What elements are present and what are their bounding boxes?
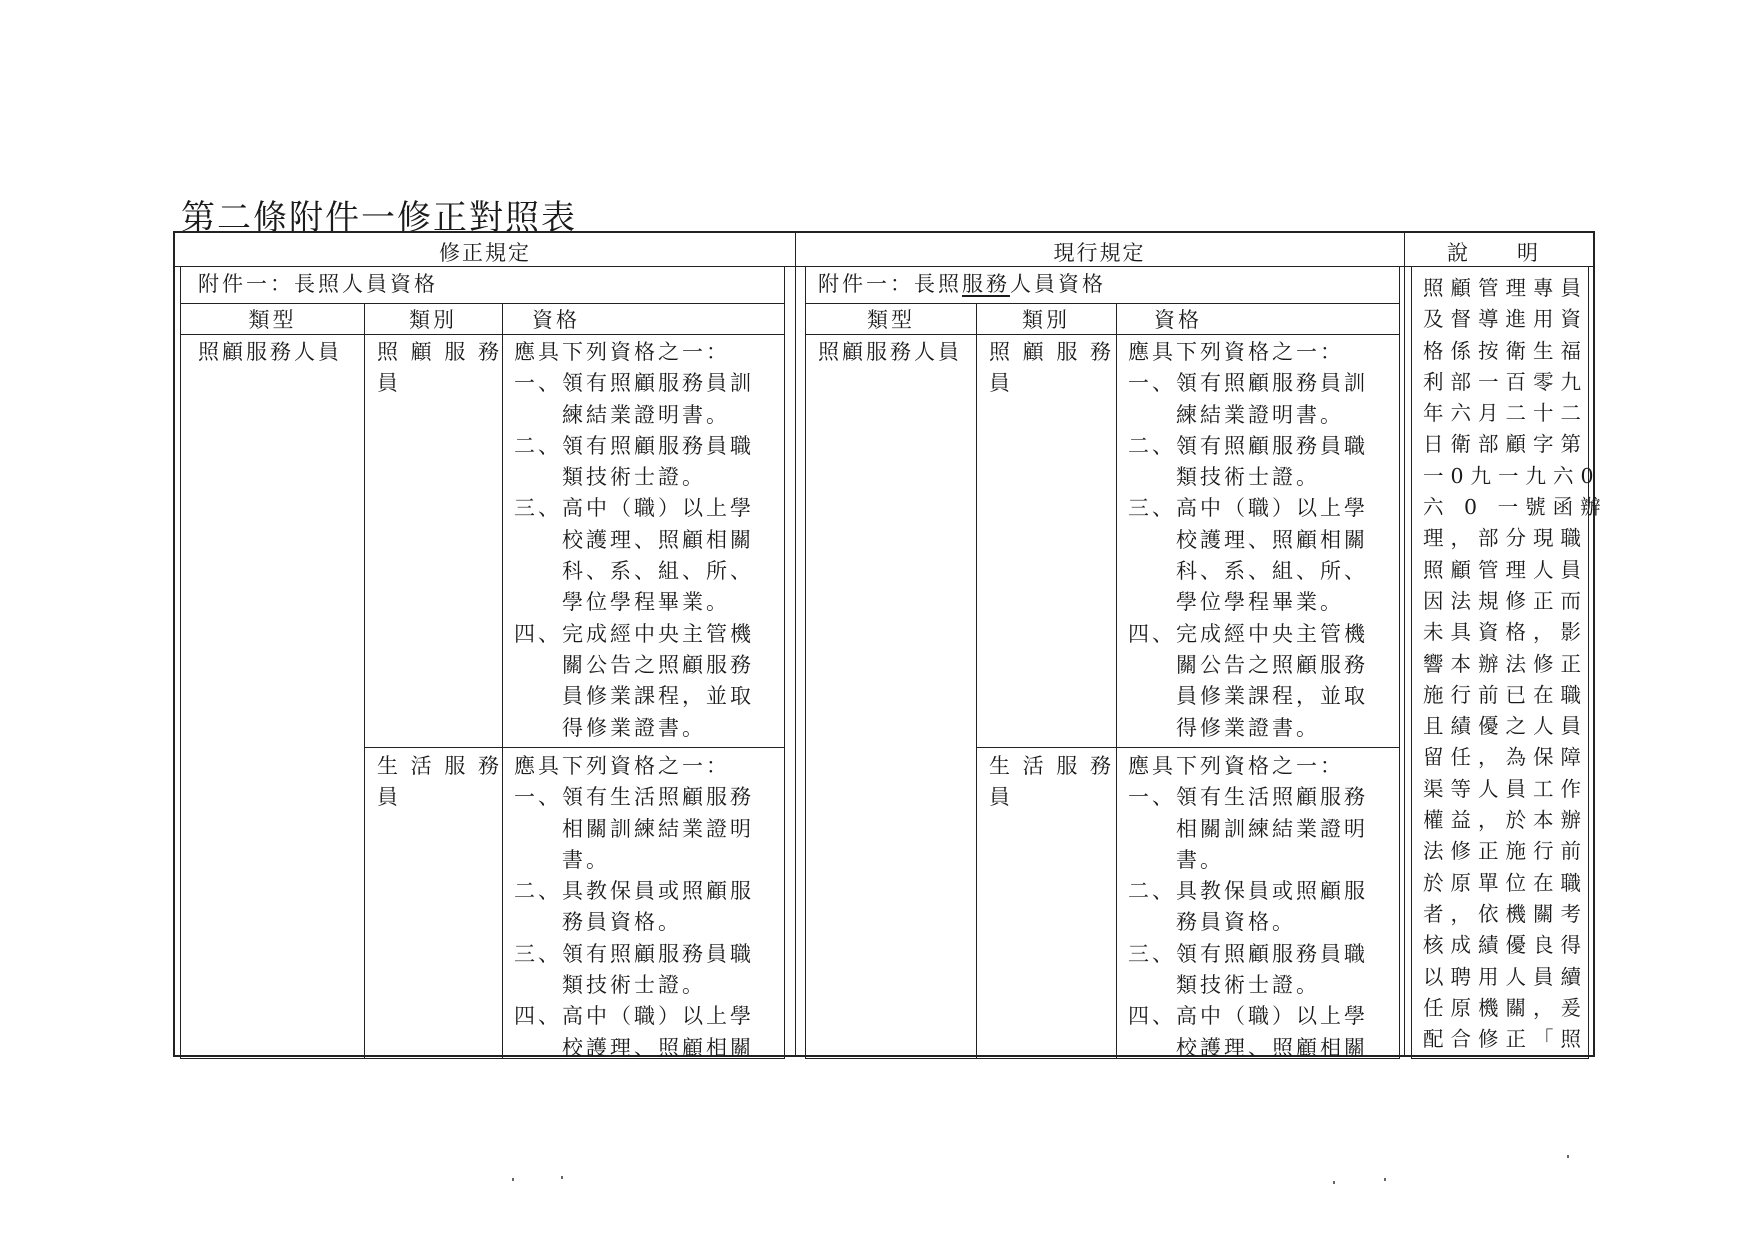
current-subtitle-underlined: 服務 bbox=[962, 272, 1010, 296]
scan-speck bbox=[1333, 1181, 1335, 1184]
amended-col-type: 類型 bbox=[248, 308, 297, 332]
current-col-category: 類別 bbox=[1022, 308, 1070, 332]
header-amended: 修正規定 bbox=[439, 241, 531, 265]
amended-category-2: 生 活 服 務 員 bbox=[377, 754, 503, 810]
current-category-2: 生 活 服 務 員 bbox=[989, 754, 1115, 810]
current-qualifications-1: 應具下列資格之一： 一、領有照顧服務員訓 練結業證明書。 二、領有照顧服務員職 類技術士證。 三、高中（職）以上學 校護理、照顧相關 科、系、組、所、 學位學程畢業。 四、完成經中央主管機 關公告之照顧服務 員修業課程，並取 得修業證書。 bbox=[1128, 340, 1368, 740]
comparison-table bbox=[173, 231, 1608, 1060]
current-subtitle: 附件一：長照服務人員資格 bbox=[818, 272, 1106, 296]
current-col-type: 類型 bbox=[867, 308, 915, 332]
amended-inner-table bbox=[180, 266, 785, 1059]
amended-type-value: 照顧服務人員 bbox=[198, 340, 342, 364]
divider-amended-current bbox=[795, 233, 796, 1055]
amended-subtitle: 附件一：長照人員資格 bbox=[198, 272, 438, 296]
note-text: 照顧管理專員 及督導進用資 格係按衛生福 利部一百零九 年六月二十二 日衛部顧字第 一0九一九六0 六 0 一號函辦 理，部分現職 照顧管理人員 因法規修正而 未具資格，影 響本辦法修正 施行前已在職 且績優之人員 留任，為保障 渠等人員工作 權益，於本辦 法修正施行前 於原單位在職 者，依機關考 核成績優良得 以聘用人員續 任原機關，爰 配合修正「照 bbox=[1423, 276, 1608, 1052]
header-current: 現行規定 bbox=[1053, 241, 1146, 265]
amended-qualifications-1: 應具下列資格之一： 一、領有照顧服務員訓 練結業證明書。 二、領有照顧服務員職 類技術士證。 三、高中（職）以上學 校護理、照顧相關 科、系、組、所、 學位學程畢業。 四、完成經中央主管機 關公告之照顧服務 員修業課程，並取 得修業證書。 bbox=[514, 340, 754, 740]
header-note: 說 明 bbox=[1447, 241, 1552, 265]
amended-qualifications-2: 應具下列資格之一： 一、領有生活照顧服務 相關訓練結業證明 書。 二、具教保員或照顧服 務員資格。 三、領有照顧服務員職 類技術士證。 四、高中（職）以上學 校護理、照顧相關 bbox=[514, 754, 754, 1060]
scan-speck bbox=[561, 1176, 563, 1179]
current-type-value: 照顧服務人員 bbox=[818, 340, 962, 364]
current-col-qual: 資格 bbox=[1154, 308, 1202, 332]
current-qualifications-2: 應具下列資格之一： 一、領有生活照顧服務 相關訓練結業證明 書。 二、具教保員或照顧服 務員資格。 三、領有照顧服務員職 類技術士證。 四、高中（職）以上學 校護理、照顧相關 bbox=[1128, 754, 1368, 1060]
page-title: 第二條附件一修正對照表 bbox=[181, 198, 577, 238]
current-inner-table bbox=[805, 266, 1400, 1059]
amended-col-qual: 資格 bbox=[532, 308, 580, 332]
amended-col-category: 類別 bbox=[409, 308, 457, 332]
divider-current-note bbox=[1404, 233, 1405, 1055]
scan-speck bbox=[1384, 1178, 1386, 1181]
note-inner-box bbox=[1411, 266, 1608, 1059]
current-category-1: 照 顧 服 務 員 bbox=[989, 340, 1115, 396]
amended-category-1: 照 顧 服 務 員 bbox=[377, 340, 503, 396]
scan-speck bbox=[512, 1178, 514, 1181]
scan-speck bbox=[1567, 1155, 1569, 1158]
